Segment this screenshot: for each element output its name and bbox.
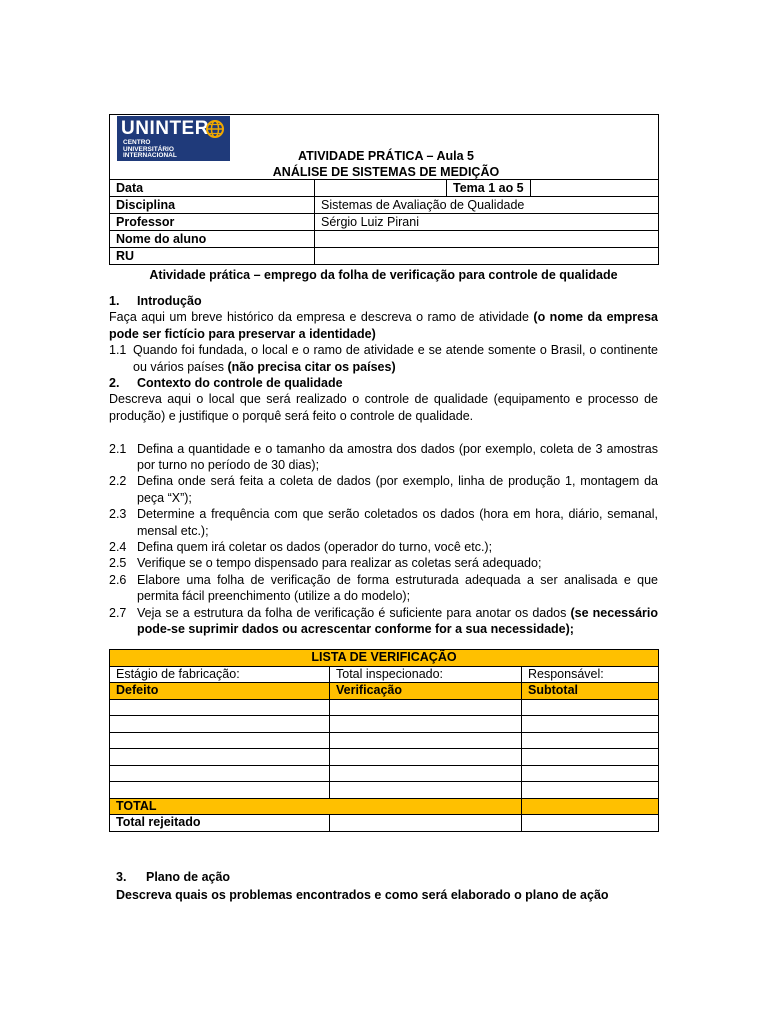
list-item-body: Elabore uma folha de verificação de forma estruturada adequada a ser analisada e que permita fácil preenchimento (utilize a do modelo);	[137, 572, 658, 604]
list-item-number: 2.4	[109, 540, 127, 555]
list-item-text	[137, 539, 658, 555]
header-block	[109, 114, 658, 283]
total-rejeitado-value[interactable]	[522, 815, 659, 832]
ru-value[interactable]	[315, 248, 659, 265]
defeito-cell[interactable]	[110, 732, 330, 749]
logo-text: UNINTER	[121, 118, 209, 139]
header-table	[109, 114, 659, 265]
list-item-number: 2.6	[109, 572, 127, 587]
total-label: TOTAL	[110, 798, 522, 815]
list-item-number: 2.3	[109, 507, 127, 522]
section-1-body: Faça aqui um breve histórico da empresa e descreva o ramo de atividade	[109, 310, 534, 325]
list-item-text	[137, 605, 658, 638]
item-1-1-text	[133, 342, 658, 375]
checklist-table	[109, 649, 659, 832]
list-item-text	[137, 555, 658, 571]
list-item-number: 2.5	[109, 556, 127, 571]
list-item-body: Defina onde será feita a coleta de dados (por exemplo, linha de produção 1, montagem da peça “X”);	[137, 474, 658, 505]
list-item-body: Verifique se o tempo dispensado para realizar as coletas será adequado;	[137, 556, 542, 571]
row-nome	[110, 231, 659, 248]
title-line-2: ANÁLISE DE SISTEMAS DE MEDIÇÃO	[272, 165, 500, 179]
subtotal-cell[interactable]	[522, 749, 659, 766]
subtotal-cell[interactable]	[522, 716, 659, 733]
list-item-body: Determine a frequência com que serão coletados os dados (hora em hora, diário, semanal, mensal etc.);	[137, 507, 658, 538]
defeito-cell[interactable]	[110, 749, 330, 766]
table-row	[110, 732, 659, 749]
section-3	[116, 868, 676, 904]
total-rejeitado-verificacao[interactable]	[330, 815, 522, 832]
disciplina-label: Disciplina	[110, 197, 315, 214]
table-row	[110, 782, 659, 799]
logo-subtext: CENTRO UNIVERSITÁRIO INTERNACIONAL	[123, 139, 177, 159]
list-item	[109, 555, 658, 571]
total-rejeitado-label: Total rejeitado	[110, 815, 330, 832]
professor-label: Professor	[110, 214, 315, 231]
section-2-title: Contexto do controle de qualidade	[137, 376, 343, 391]
row-data	[110, 180, 659, 197]
ru-label: RU	[110, 248, 315, 265]
section-1-bold: (o nome da empresa pode ser fictício para preservar a identidade)	[109, 310, 658, 341]
list-item-number: 2.2	[109, 474, 127, 489]
item-1-1	[109, 342, 658, 375]
list-item	[109, 506, 658, 539]
checklist-title: LISTA DE VERIFICAÇÃO	[110, 650, 659, 667]
activity-subtitle: Atividade prática – emprego da folha de verificação para controle de qualidade	[149, 268, 618, 282]
subtotal-cell[interactable]	[522, 782, 659, 799]
list-item-number: 2.1	[109, 441, 127, 456]
header-cell	[110, 115, 659, 180]
title-line-1: ATIVIDADE PRÁTICA – Aula 5	[298, 149, 474, 163]
verificacao-cell[interactable]	[330, 765, 522, 782]
col-verificacao: Verificação	[330, 683, 522, 700]
section-2-items	[109, 441, 658, 638]
list-item-text	[137, 441, 658, 474]
verificacao-cell[interactable]	[330, 716, 522, 733]
estagio-label: Estágio de fabricação:	[110, 666, 330, 683]
list-item	[109, 605, 658, 638]
instructions	[109, 293, 658, 638]
defeito-cell[interactable]	[110, 765, 330, 782]
defeito-cell[interactable]	[110, 716, 330, 733]
subtotal-cell[interactable]	[522, 732, 659, 749]
table-row	[110, 716, 659, 733]
responsavel-label: Responsável:	[522, 666, 659, 683]
section-1-heading	[109, 293, 658, 309]
list-item	[109, 473, 658, 506]
list-item-bold: (se necessário pode-se suprimir dados ou acrescentar conforme for a sua necessidade);	[137, 605, 658, 637]
item-1-1-bold: (não precisa citar os países)	[227, 359, 396, 374]
table-row	[110, 765, 659, 782]
subtotal-cell[interactable]	[522, 699, 659, 716]
section-1-title: Introdução	[137, 294, 202, 308]
section-3-title: Plano de ação	[146, 870, 231, 884]
list-item-text	[137, 506, 658, 539]
subtotal-cell[interactable]	[522, 765, 659, 782]
item-1-1-body: Quando foi fundada, o local e o ramo de atividade e se atende somente o Brasil, o continente ou vários países	[133, 343, 658, 374]
col-subtotal: Subtotal	[522, 683, 659, 700]
defeito-cell[interactable]	[110, 699, 330, 716]
section-2-text: Descreva aqui o local que será realizado o controle de qualidade (equipamento e processo de produção) e justifique o porquê será feito o controle de qualidade.	[109, 392, 658, 423]
defeito-cell[interactable]	[110, 782, 330, 799]
verificacao-cell[interactable]	[330, 749, 522, 766]
data-value[interactable]	[315, 180, 447, 197]
row-ru	[110, 248, 659, 265]
row-professor	[110, 214, 659, 231]
table-row	[110, 749, 659, 766]
section-3-heading	[116, 868, 676, 886]
list-item-text	[137, 473, 658, 506]
nome-value[interactable]	[315, 231, 659, 248]
tema-value[interactable]	[531, 180, 659, 197]
data-label: Data	[110, 180, 315, 197]
total-value[interactable]	[522, 798, 659, 815]
verificacao-cell[interactable]	[330, 732, 522, 749]
list-item-body: Veja se a estrutura da folha de verificação é suficiente para anotar os dados	[137, 605, 571, 620]
list-item-text	[137, 572, 658, 605]
list-item-body: Defina a quantidade e o tamanho da amostra dos dados (por exemplo, coleta de 3 amostras por turno no período de 30 dias);	[137, 441, 658, 473]
section-2-number: 2.	[109, 376, 120, 391]
nome-label: Nome do aluno	[110, 231, 315, 248]
list-item	[109, 572, 658, 605]
table-row	[110, 699, 659, 716]
professor-value: Sérgio Luiz Pirani	[315, 214, 659, 231]
verificacao-cell[interactable]	[330, 782, 522, 799]
tema-label: Tema 1 ao 5	[447, 180, 531, 197]
list-item-body: Defina quem irá coletar os dados (operador do turno, você etc.);	[137, 540, 493, 555]
list-item-number: 2.7	[109, 605, 127, 620]
item-1-1-number: 1.1	[109, 343, 127, 358]
section-1-number: 1.	[109, 294, 120, 308]
list-item	[109, 441, 658, 474]
section-2-heading	[109, 375, 658, 391]
checklist-block	[109, 649, 658, 832]
document-title	[110, 148, 658, 180]
row-disciplina	[110, 197, 659, 214]
col-defeito: Defeito	[110, 683, 330, 700]
total-inspecionado-label: Total inspecionado:	[330, 666, 522, 683]
list-item	[109, 539, 658, 555]
section-3-number: 3.	[116, 870, 127, 884]
section-3-text: Descreva quais os problemas encontrados e como será elaborado o plano de ação	[116, 888, 609, 902]
globe-icon	[205, 119, 225, 139]
section-1-text	[109, 309, 658, 342]
verificacao-cell[interactable]	[330, 699, 522, 716]
disciplina-value: Sistemas de Avaliação de Qualidade	[315, 197, 659, 214]
